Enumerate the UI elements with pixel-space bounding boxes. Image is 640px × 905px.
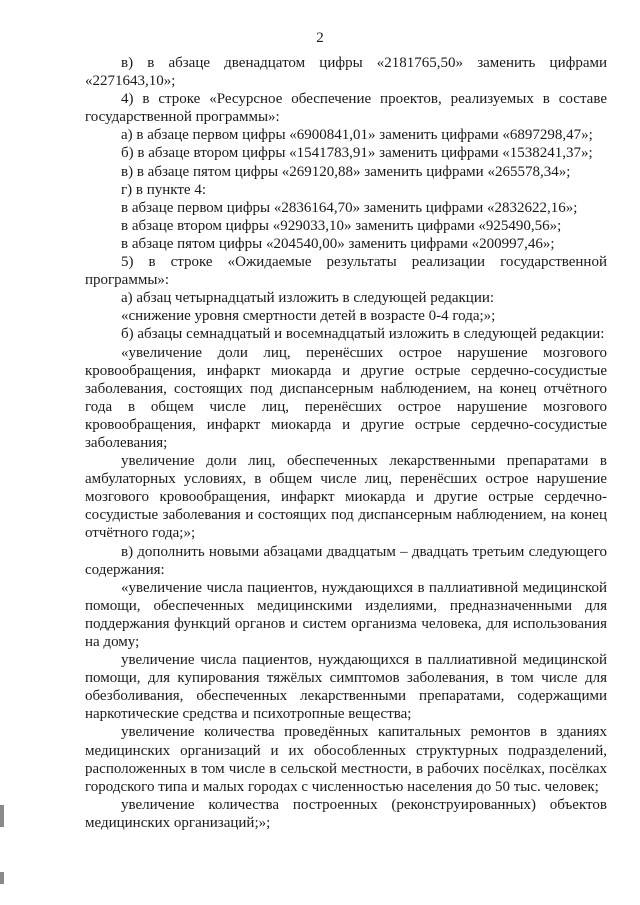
paragraph: 5) в строке «Ожидаемые результаты реализации государственной программы»:	[85, 254, 607, 289]
paragraph: увеличение количества проведённых капитальных ремонтов в зданиях медицинских организаций и их обособленных структурных подразделений, расположенных в том числе в сельской местности, в рабочих посёлках, посёлках городского типа и малых городах с численностью населения до 50 тыс. человек;	[85, 724, 607, 795]
paragraph: увеличение числа пациентов, нуждающихся в паллиативной медицинской помощи, для купирования тяжёлых симптомов заболевания, в том числе для обезболивания, обеспеченных лекарственными препаратами, содержащими наркотические средства и психотропные вещества;	[85, 652, 607, 723]
paragraph: «увеличение доли лиц, перенёсших острое нарушение мозгового кровообращения, инфаркт миокарда и другие острые сердечно-сосудистые заболевания, состоящих под диспансерным наблюдением, на конец отчётного года в общем числе лиц, перенёсших острое нарушение мозгового кровообращения, инфаркт миокарда и другие острые сердечно-сосудистые заболевания;	[85, 344, 607, 451]
paragraph: в абзаце втором цифры «929033,10» заменить цифрами «925490,56»;	[121, 217, 562, 234]
paragraph: «снижение уровня смертности детей в возрасте 0-4 года;»;	[121, 308, 496, 325]
paragraph: увеличение доли лиц, обеспеченных лекарственными препаратами в амбулаторных условиях, в общем числе лиц, перенёсших острое нарушение мозгового кровообращения, инфаркт миокарда и другие острые сердечно-сосудистые заболевания и состоящих под диспансерным наблюдением, на конец отчётного года;»;	[85, 453, 607, 542]
paragraph: г) в пункте 4:	[121, 181, 207, 198]
paragraph: в) дополнить новыми абзацами двадцатым – двадцать третьим следующего содержания:	[85, 543, 607, 578]
paragraph: б) абзацы семнадцатый и восемнадцатый изложить в следующей редакции:	[121, 326, 605, 343]
paragraph: а) в абзаце первом цифры «6900841,01» заменить цифрами «6897298,47»;	[121, 127, 593, 144]
page-number: 2	[316, 30, 324, 46]
scan-edge-mark	[0, 805, 4, 827]
paragraph: в абзаце первом цифры «2836164,70» заменить цифрами «2832622,16»;	[121, 199, 578, 216]
paragraph: 4) в строке «Ресурсное обеспечение проектов, реализуемых в составе государственной программы»:	[85, 91, 607, 126]
paragraph: увеличение количества построенных (реконструированных) объектов медицинских организаций;»;	[85, 796, 607, 831]
paragraph: в абзаце пятом цифры «204540,00» заменить цифрами «200997,46»;	[121, 235, 555, 252]
paragraph: б) в абзаце втором цифры «1541783,91» заменить цифрами «1538241,37»;	[121, 145, 593, 162]
paragraph: «увеличение числа пациентов, нуждающихся в паллиативной медицинской помощи, обеспеченных медицинскими изделиями, предназначенными для поддержания функций органов и систем организма человека, для использования на дому;	[85, 579, 607, 650]
paragraph: а) абзац четырнадцатый изложить в следующей редакции:	[121, 290, 495, 307]
scan-edge-mark	[0, 872, 4, 884]
paragraph: в) в абзаце пятом цифры «269120,88» заменить цифрами «265578,34»;	[121, 163, 571, 180]
document-body	[85, 54, 607, 832]
paragraph: в) в абзаце двенадцатом цифры «2181765,50» заменить цифрами «2271643,10»;	[85, 55, 607, 90]
